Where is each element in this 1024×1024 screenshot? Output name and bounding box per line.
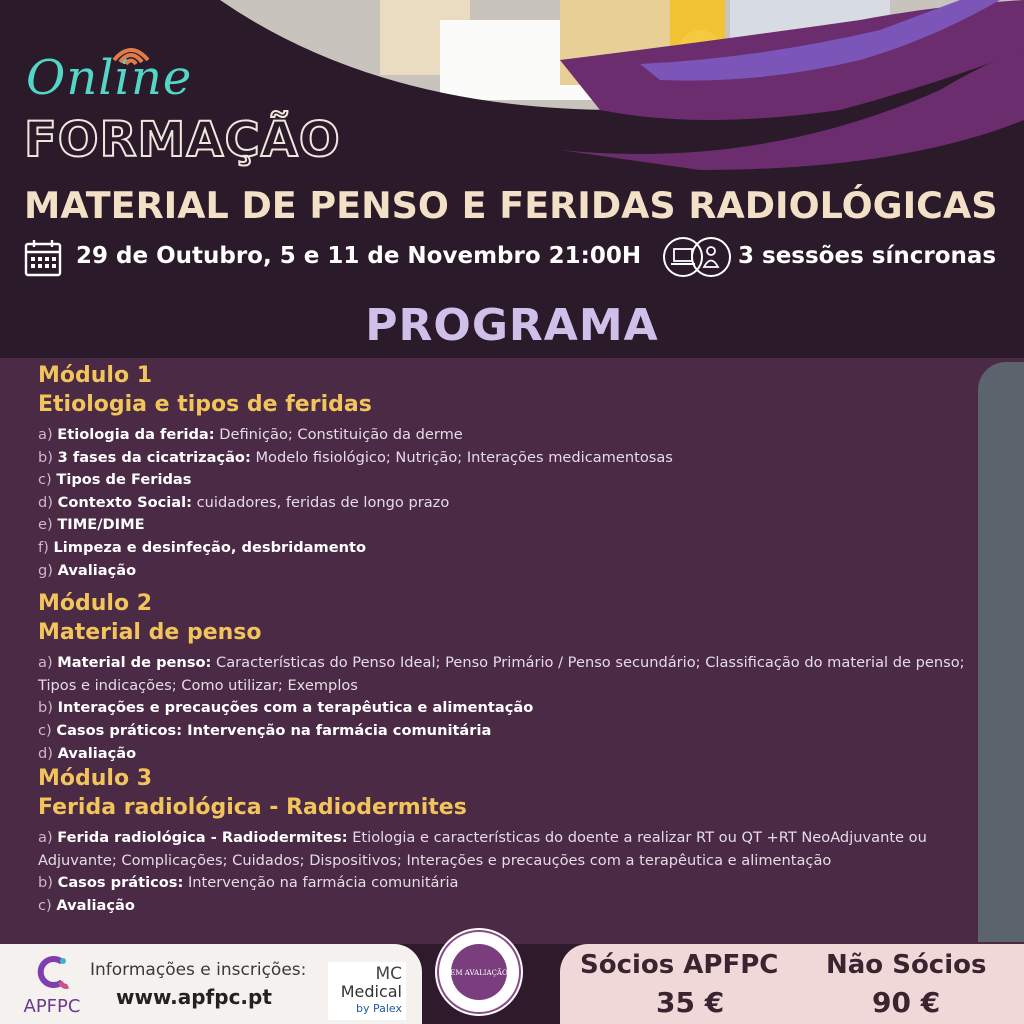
item-bold: Material de penso: [57, 654, 212, 672]
item-text: cuidadores, feridas de longo prazo [191, 493, 450, 511]
module-title: Ferida radiológica - Radiodermites [38, 795, 467, 821]
programa-heading: PROGRAMA [365, 300, 659, 351]
apfpc-logo-icon [32, 952, 72, 992]
item-text: Modelo fisiológico; Nutrição; Interações medicamentosas [250, 448, 673, 466]
item-bold: Avaliação [56, 896, 135, 914]
item-bold: TIME/DIME [57, 516, 145, 534]
item-letter: c) [38, 471, 52, 489]
item-bold: Contexto Social: [57, 493, 192, 511]
decorative-side-panel [978, 362, 1024, 942]
nao-socios-price: 90 € [872, 986, 941, 1019]
price-panel [560, 944, 1024, 1024]
item-text: Características do Penso Ideal; Penso Primário / Penso secundário; Classificação do material de penso; Tipos e indicações; Como utilizar; Exemplos [38, 654, 965, 694]
course-dates: 29 de Outubro, 5 e 11 de Novembro 21:00H [76, 243, 642, 269]
formacao-heading: FORMAÇÃO [24, 112, 341, 168]
socios-label: Sócios APFPC [580, 950, 779, 980]
list-item [38, 720, 968, 743]
list-item [38, 652, 968, 697]
item-letter: d) [38, 744, 53, 762]
course-title: MATERIAL DE PENSO E FERIDAS RADIOLÓGICAS [24, 184, 998, 227]
item-letter: a) [38, 426, 53, 443]
item-bold: Avaliação [57, 561, 137, 579]
item-bold: Casos práticos: Intervenção na farmácia comunitária [56, 721, 492, 739]
mc-line3: by Palex [355, 1002, 402, 1015]
item-letter: a) [38, 654, 53, 672]
info-panel [0, 944, 422, 1024]
list-item [38, 537, 968, 560]
list-item [38, 697, 968, 720]
list-item [38, 447, 968, 470]
website-link[interactable]: www.apfpc.pt [116, 985, 272, 1009]
laptop-person-icon [662, 236, 732, 278]
header [0, 0, 1024, 360]
list-item [38, 560, 968, 583]
accreditation-seal [433, 926, 525, 1018]
item-letter: a) [38, 829, 53, 847]
item-letter: b) [38, 448, 53, 466]
program-content [38, 362, 968, 918]
item-bold: Avaliação [57, 744, 137, 762]
module-title: Material de penso [38, 620, 262, 646]
item-text: Etiologia e características do doente a realizar RT ou QT +RT NeoAdjuvante ou Adjuvante; Complicações; Cuidados; Dispositivos; Interações e precauções com a terapêutica e alimentação [38, 829, 927, 869]
calendar-icon [24, 239, 62, 277]
apfpc-logo [12, 952, 92, 1022]
module-2 [38, 590, 968, 765]
seal-text: EM AVALIAÇÃO [450, 969, 508, 977]
mc-medical-logo [328, 962, 406, 1020]
item-letter: c) [38, 721, 52, 739]
mc-line1: MC [375, 964, 402, 984]
item-bold: Ferida radiológica - Radiodermites: [57, 829, 348, 847]
sessions-count: 3 sessões síncronas [738, 243, 997, 269]
module-1 [38, 362, 968, 582]
item-bold: Interações e precauções com a terapêutica e alimentação [57, 699, 534, 717]
list-item [38, 895, 968, 918]
list-item [38, 492, 968, 515]
item-letter: f) [38, 538, 49, 556]
item-letter: c) [38, 896, 52, 914]
apfpc-text: APFPC [23, 996, 81, 1017]
online-label: Online [26, 50, 193, 106]
item-bold: Limpeza e desinfeção, desbridamento [53, 538, 367, 556]
module-number: Módulo 1 [38, 363, 153, 388]
item-letter: b) [38, 699, 53, 717]
item-bold: Casos práticos: [57, 874, 184, 892]
mc-line2: Medical [340, 982, 402, 1001]
item-letter: b) [38, 874, 53, 892]
item-letter: g) [38, 561, 53, 579]
wifi-icon [108, 36, 154, 66]
item-bold: 3 fases da cicatrização: [57, 448, 251, 466]
item-text: Definição; Constituição da derme [214, 426, 463, 443]
module-number: Módulo 2 [38, 591, 153, 617]
list-item [38, 743, 968, 766]
module-3 [38, 765, 968, 917]
item-bold: Tipos de Feridas [56, 471, 192, 489]
list-item [38, 469, 968, 492]
info-label: Informações e inscrições: [90, 960, 307, 980]
module-number: Módulo 3 [38, 766, 153, 792]
list-item [38, 827, 968, 872]
nao-socios-label: Não Sócios [826, 950, 987, 980]
module-title: Etiologia e tipos de feridas [38, 392, 372, 417]
item-text: Intervenção na farmácia comunitária [183, 874, 459, 892]
list-item [38, 872, 968, 895]
list-item [38, 514, 968, 537]
list-item [38, 424, 968, 447]
item-bold: Etiologia da ferida: [57, 426, 215, 443]
socios-price: 35 € [656, 986, 725, 1019]
item-letter: e) [38, 516, 53, 534]
item-letter: d) [38, 493, 53, 511]
